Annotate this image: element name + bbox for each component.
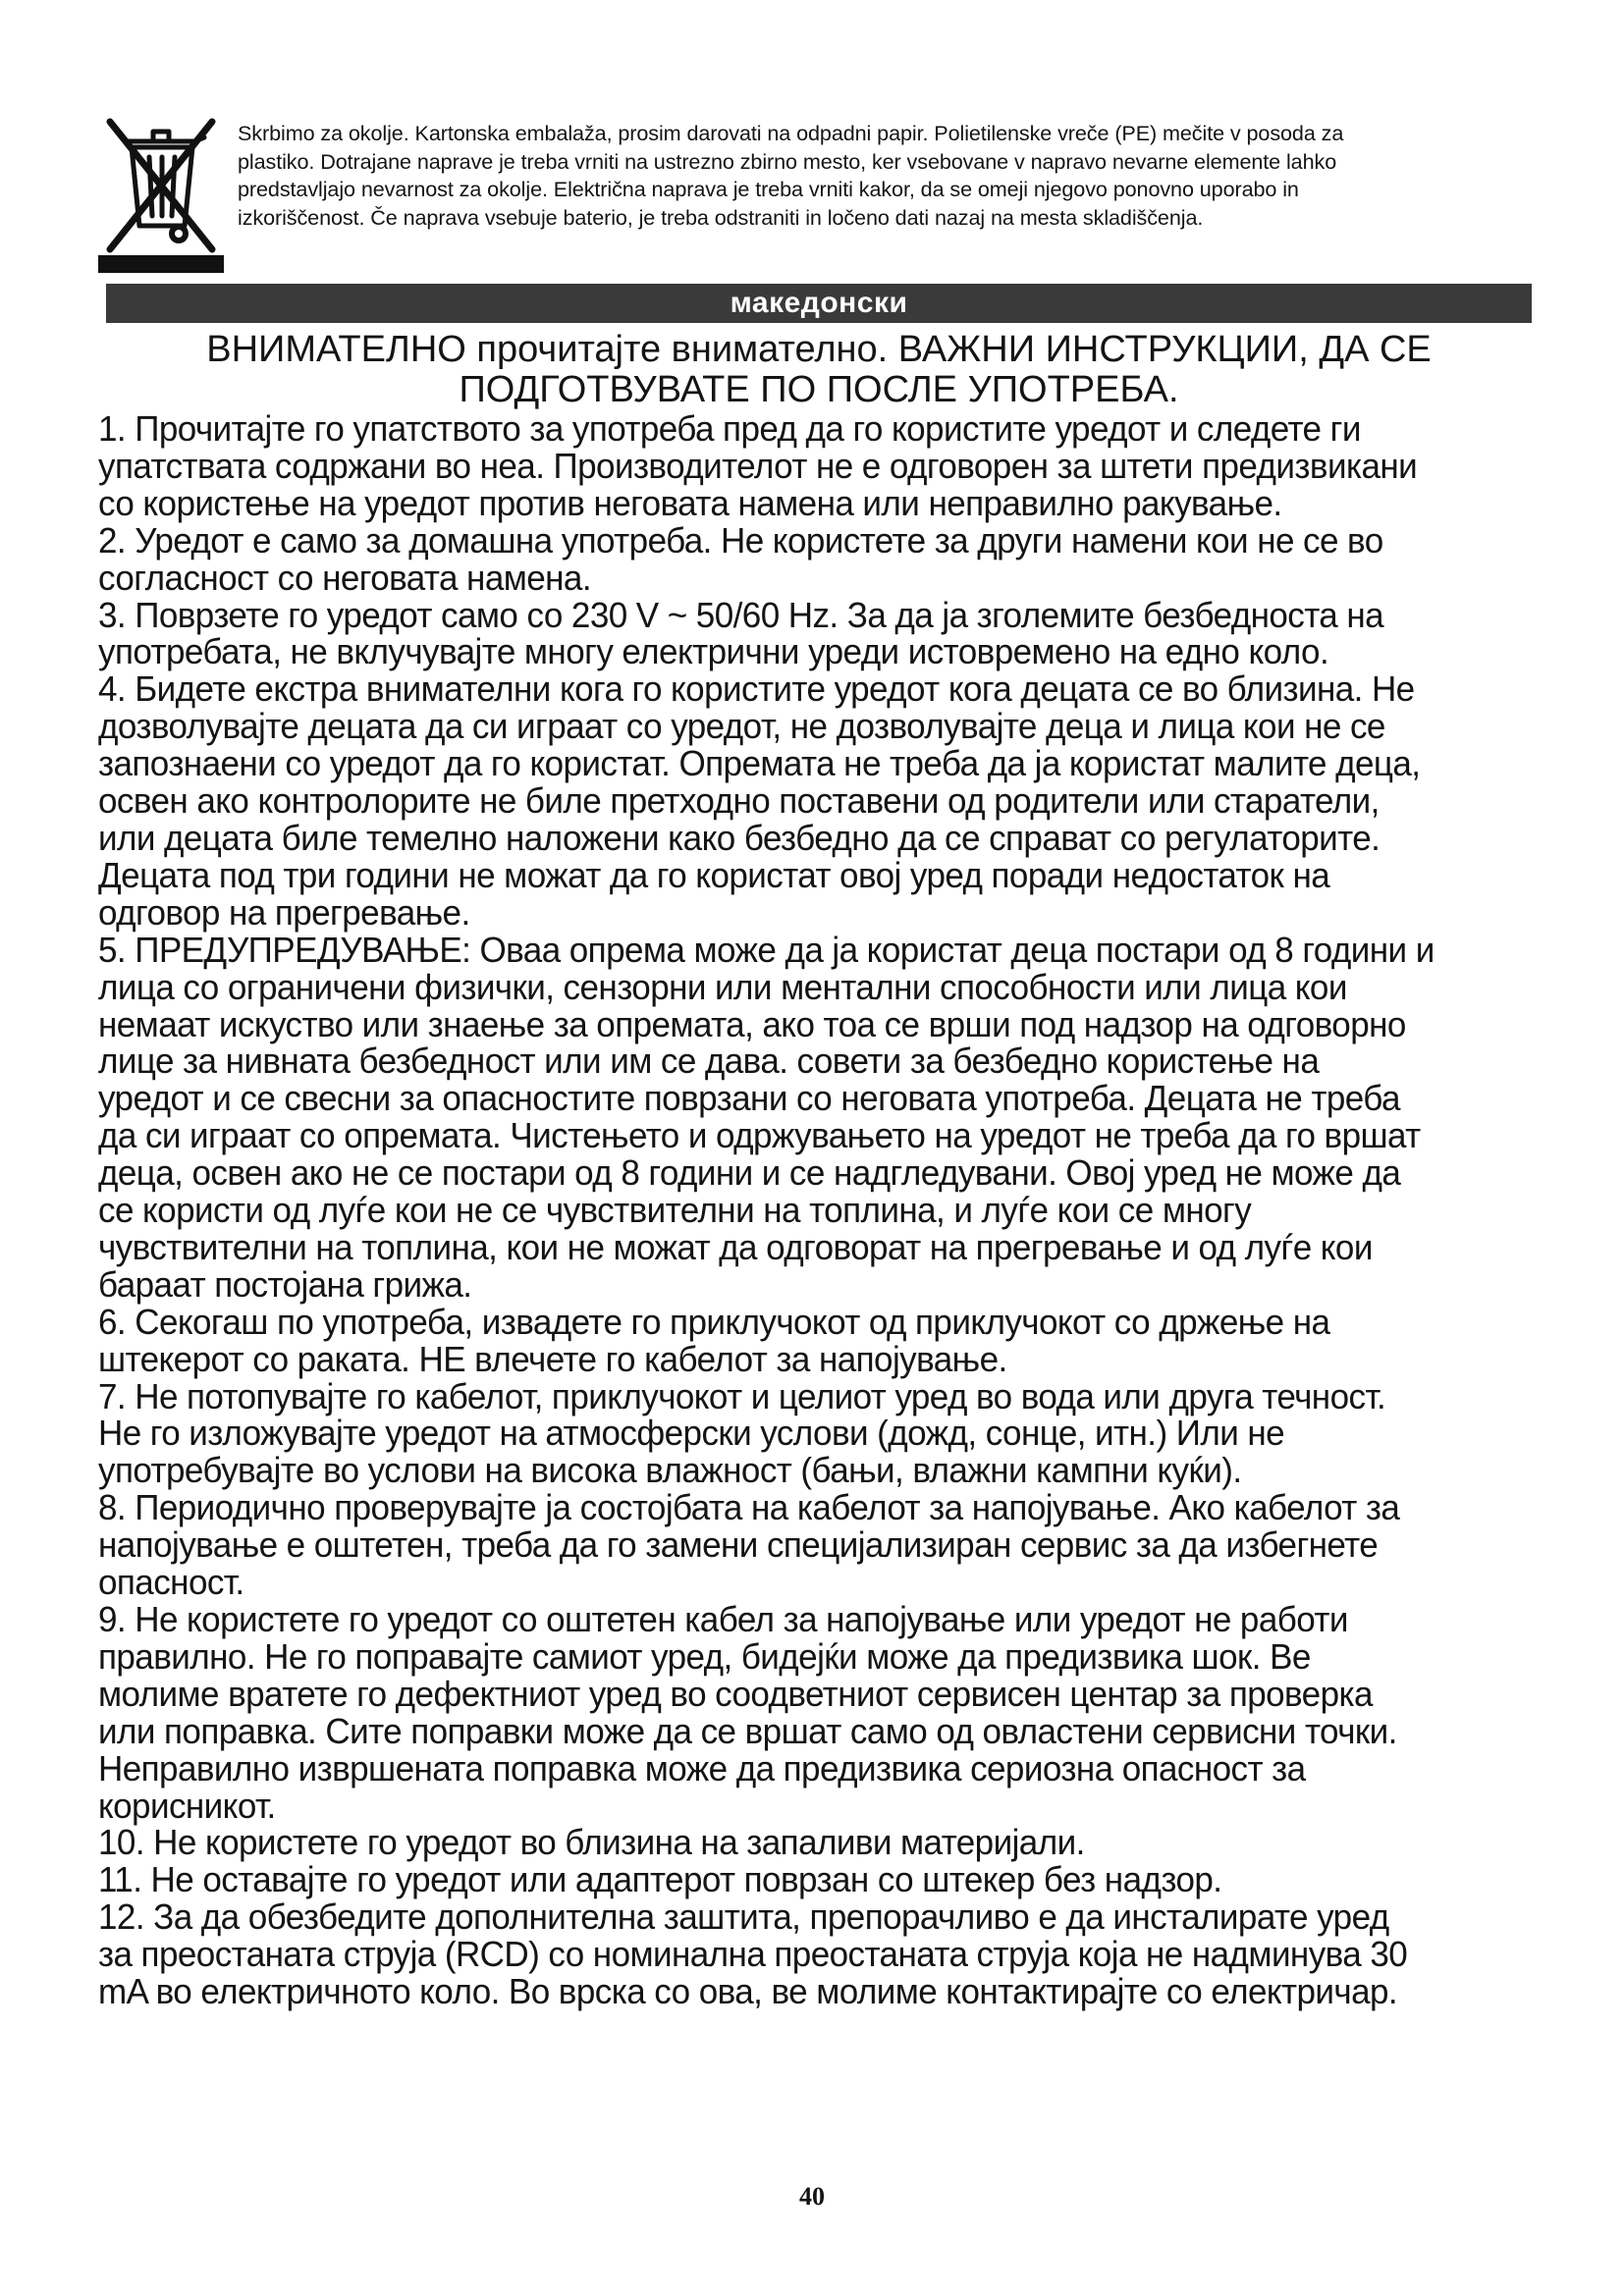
body-line: 1. Прочитајте го упатството за употреба пред да го користите уредот и следете ги: [98, 408, 1361, 449]
language-header: македонски: [106, 284, 1532, 323]
body-line: 8. Периодично проверувајте ја состојбата на кабелот за напојување. Ако кабелот за: [98, 1487, 1400, 1528]
body-line: 2. Уредот е само за домашна употреба. Не користете за други намени кои не се во: [98, 519, 1383, 561]
body-line: дозволувајте децата да си играат со уредот, не дозволувајте деца и лица кои не се: [98, 706, 1385, 747]
recycling-line: izkoriščenost. Če naprava vsebuje baterio, je treba odstraniti in ločeno dati nazaj na mesta skladiščenja.: [238, 204, 1204, 230]
body-line: за преостаната струја (RCD) со номинална преостаната струја која не надминува 30: [98, 1934, 1408, 1975]
instructions-body: [98, 410, 1484, 2010]
body-line: Децата под три години не можат да го користат овој уред поради недостаток на: [98, 854, 1330, 895]
body-line: освен ако контролорите не биле претходно поставени од родители или старатели,: [98, 780, 1380, 822]
body-line: одговор на прегревање.: [98, 891, 470, 933]
weee-symbol: [98, 116, 224, 273]
body-line: 9. Не користете го уредот со оштетен кабел за напојување или уредот не работи: [98, 1599, 1348, 1639]
body-line: упатствата содржани во неа. Производителот не е одговорен за штети предизвикани: [98, 445, 1418, 486]
body-line: 3. Поврзете го уредот само со 230 V ~ 50/60 Hz. За да ја зголемите безбедноста на: [98, 594, 1384, 635]
recycling-line: predstavljajo nevarnost za okolje. Električna naprava je treba vrniti kakor, da se omeji njegovo ponovno uporabo in: [238, 177, 1299, 201]
body-line: Не го изложувајте уредот на атмосферски услови (дожд, сонце, итн.) Или не: [98, 1413, 1285, 1454]
body-line: согласност со неговата намена.: [98, 557, 592, 598]
body-line: 11. Не оставајте го уредот или адаптерот поврзан со штекер без надзор.: [98, 1859, 1222, 1900]
body-line: употребувајте во услови на висока влажност (бањи, влажни кампни куќи).: [98, 1450, 1242, 1491]
body-line: се користи од луѓе кои не се чувствителни на топлина, и луѓе кои се многу: [98, 1190, 1252, 1231]
body-line: опасност.: [98, 1562, 244, 1603]
body-line: 12. За да обезбедите дополнителна заштита, препорачливо е да инсталирате уред: [98, 1896, 1389, 1938]
crossed-out-wheeled-bin-icon: [98, 116, 224, 255]
body-line: 6. Секогаш по употреба, извадете го приклучокот од приклучокот со држење на: [98, 1301, 1330, 1342]
body-line: чувствителни на топлина, кои не можат да одговорат на прегревање и од луѓе кои: [98, 1226, 1373, 1267]
page-number: 40: [799, 2182, 825, 2211]
body-line: бараат постојана грижа.: [98, 1263, 472, 1305]
body-line: употребата, не вклучувајте многу електрични уреди истовремено на едно коло.: [98, 631, 1329, 672]
weee-underline-bar: [98, 255, 224, 273]
body-line: деца, освен ако не се постари од 8 години и се надгледувани. Овој уред не може да: [98, 1152, 1401, 1194]
body-line: 10. Не користете го уредот во близина на запаливи материјали.: [98, 1822, 1085, 1863]
body-line: со користење на уредот против неговата намена или неправилно ракување.: [98, 482, 1282, 523]
section-heading: [106, 330, 1532, 410]
body-line: напојување е оштетен, треба да го замени специјализиран сервис за да избегнете: [98, 1524, 1379, 1566]
body-line: или поправка. Сите поправки може да се вршат само од овластени сервисни точки.: [98, 1710, 1397, 1751]
heading-line: ВНИМАТЕЛНО прочитајте внимателно. ВАЖНИ ИНСТРУКЦИИ, ДА СЕ: [206, 329, 1432, 370]
body-line: корисникот.: [98, 1785, 276, 1826]
body-line: лица со ограничени физички, сензорни или ментални способности или лица кои: [98, 966, 1347, 1007]
body-line: Неправилно извршената поправка може да предизвика сериозна опасност за: [98, 1747, 1306, 1789]
body-line: 7. Не потопувајте го кабелот, приклучокот и целиот уред во вода или друга течност.: [98, 1375, 1386, 1416]
body-line: mA во електричното коло. Во врска со ова, ве молиме контактирајте со електричар.: [98, 1971, 1398, 2012]
body-line: уредот и се свесни за опасностите поврзани со неговата употреба. Децата не треба: [98, 1078, 1400, 1119]
body-line: да си играат со опремата. Чистењето и одржувањето на уредот не треба да го вршат: [98, 1115, 1421, 1156]
body-line: или децата биле темелно наложени како безбедно да се справат со регулаторите.: [98, 817, 1380, 858]
heading-line: ПОДГОТВУВАТЕ ПО ПОСЛЕ УПОТРЕБА.: [459, 369, 1179, 410]
recycling-line: Skrbimo za okolje. Kartonska embalaža, prosim darovati na odpadni papir. Polietilenske vreče (PE) mečite v posoda za: [238, 121, 1344, 145]
body-line: 4. Бидете екстра внимателни кога го користите уредот кога децата се во близина. Не: [98, 668, 1415, 710]
recycling-notice: [238, 120, 1534, 232]
recycling-line: plastiko. Dotrajane naprave je treba vrniti na ustrezno zbirno mesto, ker vsebovane v napravo nevarne elemente lahko: [238, 148, 1337, 174]
body-line: лице за нивната безбедност или им се дава. совети за безбедно користење на: [98, 1041, 1320, 1082]
body-line: молиме вратете го дефектниот уред во соодветниот сервисен центар за проверка: [98, 1673, 1373, 1714]
body-line: немаат искуство или знаење за опремата, ако тоа се врши под надзор на одговорно: [98, 1003, 1406, 1044]
body-line: штекерот со раката. НЕ влечете го кабелот за напојување.: [98, 1338, 1007, 1379]
body-line: 5. ПРЕДУПРЕДУВАЊЕ: Оваа опрема може да ја користат деца постари од 8 години и: [98, 929, 1435, 970]
body-line: запознаени со уредот да го користат. Опремата не треба да ја користат малите деца,: [98, 743, 1421, 784]
body-line: правилно. Не го поправајте самиот уред, бидејќи може да предизвика шок. Ве: [98, 1635, 1311, 1677]
